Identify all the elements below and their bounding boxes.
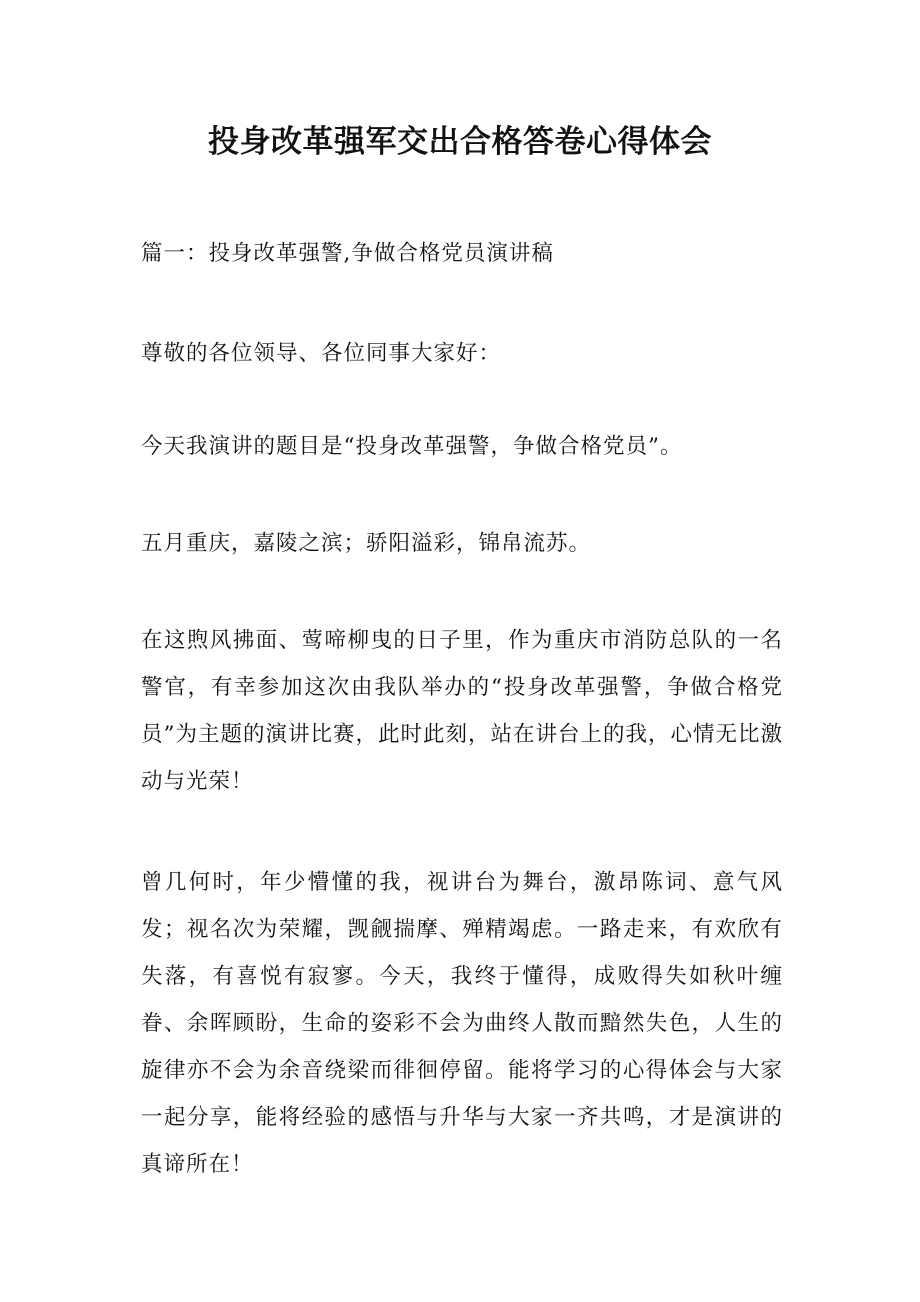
greeting-paragraph: 尊敬的各位领导、各位同事大家好： (141, 341, 502, 366)
document-title: 投身改革强军交出合格答卷心得体会 (208, 124, 712, 160)
may-paragraph: 五月重庆，嘉陵之滨；骄阳溢彩，锦帛流苏。 (141, 531, 592, 556)
section-heading: 篇一：投身改革强警,争做合格党员演讲稿 (141, 241, 554, 266)
topic-paragraph: 今天我演讲的题目是“投身改革强警，争做合格党员”。 (141, 434, 683, 459)
past-paragraph: 曾几何时，年少懵懂的我，视讲台为舞台，激昂陈词、意气风发；视名次为荣耀，觊觎揣摩、殚精竭虑。一路走来，有欢欣有失落，有喜悦有寂寥。今天，我终于懂得，成败得失如秋叶缠眷、余晖顾盼，生命的姿彩不会为曲终人散而黯然失色，人生的旋律亦不会为余音绕梁而徘徊停留。能将学习的心得体会与大家一起分享，能将经验的感悟与升华与大家一齐共鸣，才是演讲的真谛所在！ (141, 870, 783, 1177)
intro-paragraph: 在这煦风拂面、莺啼柳曳的日子里，作为重庆市消防总队的一名警官，有幸参加这次由我队举办的“投身改革强警，争做合格党员”为主题的演讲比赛，此时此刻，站在讲台上的我，心情无比激动与光荣！ (141, 628, 783, 794)
